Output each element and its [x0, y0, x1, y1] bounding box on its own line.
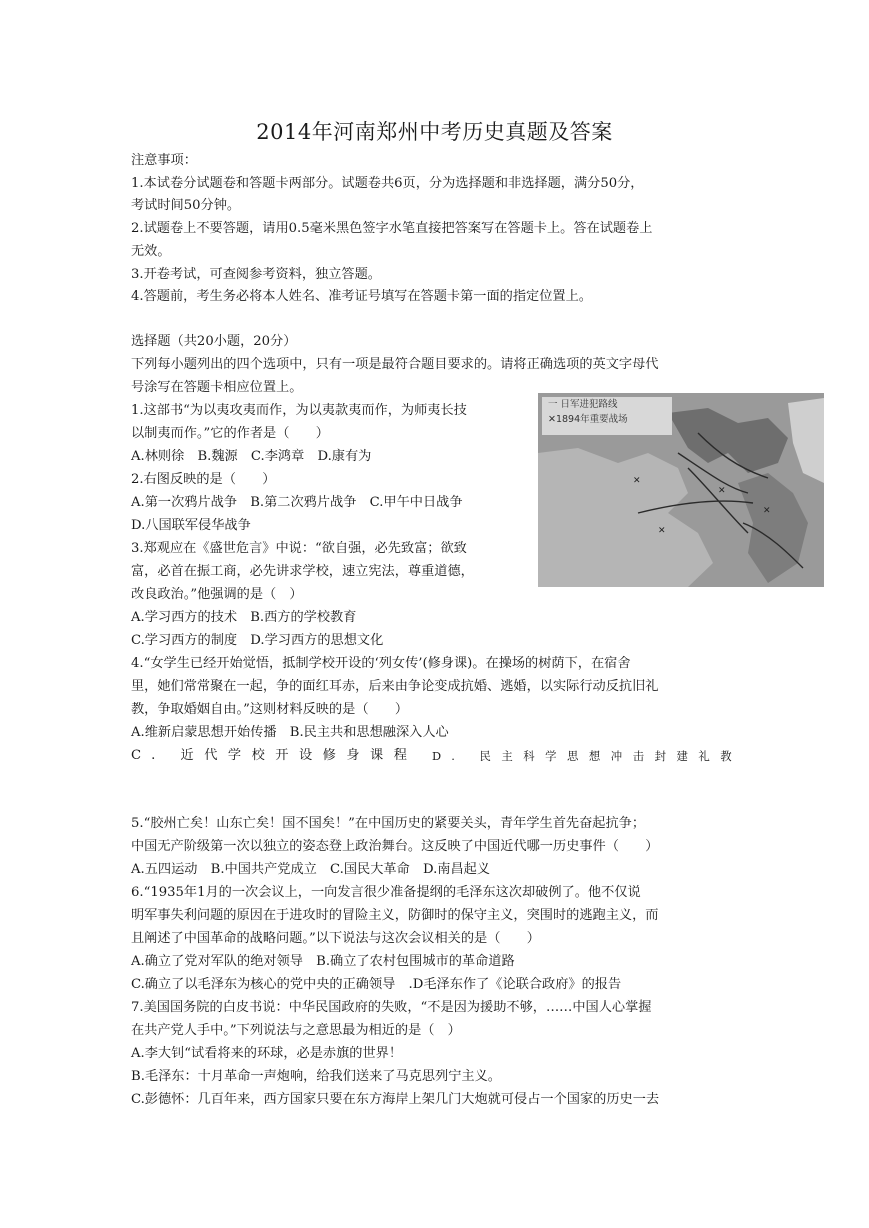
question-7-option-b: B.毛泽东：十月革命一声炮响，给我们送来了马克思列宁主义。	[131, 1069, 501, 1084]
question-1-text: 以制夷而作。”它的作者是（ ）	[131, 426, 329, 441]
notice-line: 3.开卷考试，可查阅参考资料，独立答题。	[131, 267, 381, 282]
question-7-option-a: A.李大钊“试看将来的环球，必是赤旗的世界！	[131, 1046, 403, 1061]
question-4-text: 4.“女学生已经开始觉悟，抵制学校开设的‘列女传’(修身课)。在操场的树荫下，在宿舍	[131, 656, 631, 671]
notice-line: 4.答题前，考生务必将本人姓名、准考证号填写在答题卡第一面的指定位置上。	[131, 289, 592, 304]
question-6-text: 明军事失利问题的原因在于进攻时的冒险主义，防御时的保守主义，突围时的逃跑主义，而	[131, 908, 659, 923]
question-3-text: 3.郑观应在《盛世危言》中说：“欲自强，必先致富；欲致	[131, 541, 467, 556]
question-3-text: 富，必首在振工商，必先讲求学校，速立宪法，尊重道德，	[131, 564, 474, 579]
question-4-text: 里，她们常常聚在一起，争的面红耳赤，后来由争论变成抗婚、逃婚，以实际行动反抗旧礼	[131, 679, 659, 694]
notice-line: 1.本试卷分试题卷和答题卡两部分。试题卷共6页，分为选择题和非选择题，满分50分，	[131, 176, 644, 191]
question-4-text: 教，争取婚姻自由。”这则材料反映的是（ ）	[131, 702, 409, 717]
question-5-text: 中国无产阶级第一次以独立的姿态登上政治舞台。这反映了中国近代哪一历史事件（ ）	[131, 839, 659, 854]
map-legend	[542, 397, 672, 435]
svg-text:✕: ✕	[718, 486, 726, 496]
question-2-options: D.八国联军侵华战争	[131, 518, 251, 533]
question-3-options: C.学习西方的制度 D.学习西方的思想文化	[131, 633, 384, 648]
question-2-text: 2.右图反映的是（ ）	[131, 472, 276, 487]
question-4-option-d: D. 民主科学思想冲击封建礼教	[432, 749, 743, 763]
question-1-text: 1.这部书“为以夷攻夷而作，为以夷款夷而作，为师夷长技	[131, 403, 467, 418]
question-6-text: 且阐述了中国革命的战略问题。”以下说法与这次会议相关的是（ ）	[131, 931, 540, 946]
question-3-text: 改良政治。”他强调的是（ ）	[131, 587, 303, 602]
notice-line: 考试时间50分钟。	[131, 198, 241, 213]
question-7-text: 在共产党人手中。”下列说法与之意思最为相近的是（ ）	[131, 1023, 461, 1038]
legend-route: 一 日军进犯路线	[548, 399, 618, 410]
question-7-text: 7.美国国务院的白皮书说：中华民国政府的失败，“不是因为援助不够，……中国人心掌握	[131, 1000, 652, 1015]
question-5-text: 5.“胶州亡矣！山东亡矣！国不国矣！”在中国历史的紧要关头，青年学生首先奋起抗争；	[131, 816, 645, 831]
question-6-options: C.确立了以毛泽东为核心的党中央的正确领导 .D毛泽东作了《论联合政府》的报告	[131, 977, 622, 992]
legend-battlefield: ✕1894年重要战场	[548, 414, 628, 425]
question-7-option-c: C.彭德怀：几百年来，西方国家只要在东方海岸上架几门大炮就可侵占一个国家的历史一去	[131, 1092, 660, 1107]
svg-text:✕: ✕	[658, 526, 666, 536]
notice-line: 2.试题卷上不要答题，请用0.5毫米黑色签字水笔直接把答案写在答题卡上。答在试题卷上	[131, 221, 653, 236]
section-instruction: 下列每小题列出的四个选项中，只有一项是最符合题目要求的。请将正确选项的英文字母代	[131, 357, 659, 372]
question-6-options: A.确立了党对军队的绝对领导 B.确立了农村包围城市的革命道路	[131, 954, 515, 969]
svg-text:✕: ✕	[763, 506, 771, 516]
question-3-options: A.学习西方的技术 B.西方的学校教育	[131, 610, 357, 625]
page-title: 2014年河南郑州中考历史真题及答案	[256, 120, 613, 144]
svg-text:✕: ✕	[633, 476, 641, 486]
section-heading: 选择题（共20小题，20分）	[131, 334, 297, 349]
section-instruction: 号涂写在答题卡相应位置上。	[131, 380, 303, 395]
question-4-options: A.维新启蒙思想开始传播 B.民主共和思想融深入人心	[131, 725, 449, 740]
question-5-options: A.五四运动 B.中国共产党成立 C.国民大革命 D.南昌起义	[131, 862, 491, 877]
question-4-option-c: C. 近代学校开设修身课程	[131, 748, 418, 763]
question-6-text: 6.“1935年1月的一次会议上，一向发言很少准备提纲的毛泽东这次却破例了。他不仅说	[131, 885, 641, 900]
question-2-options: A.第一次鸦片战争 B.第二次鸦片战争 C.甲午中日战争	[131, 495, 463, 510]
notice-line: 无效。	[131, 244, 171, 259]
notice-heading: 注意事项：	[131, 153, 197, 168]
question-1-options: A.林则徐 B.魏源 C.李鸿章 D.康有为	[131, 449, 372, 464]
